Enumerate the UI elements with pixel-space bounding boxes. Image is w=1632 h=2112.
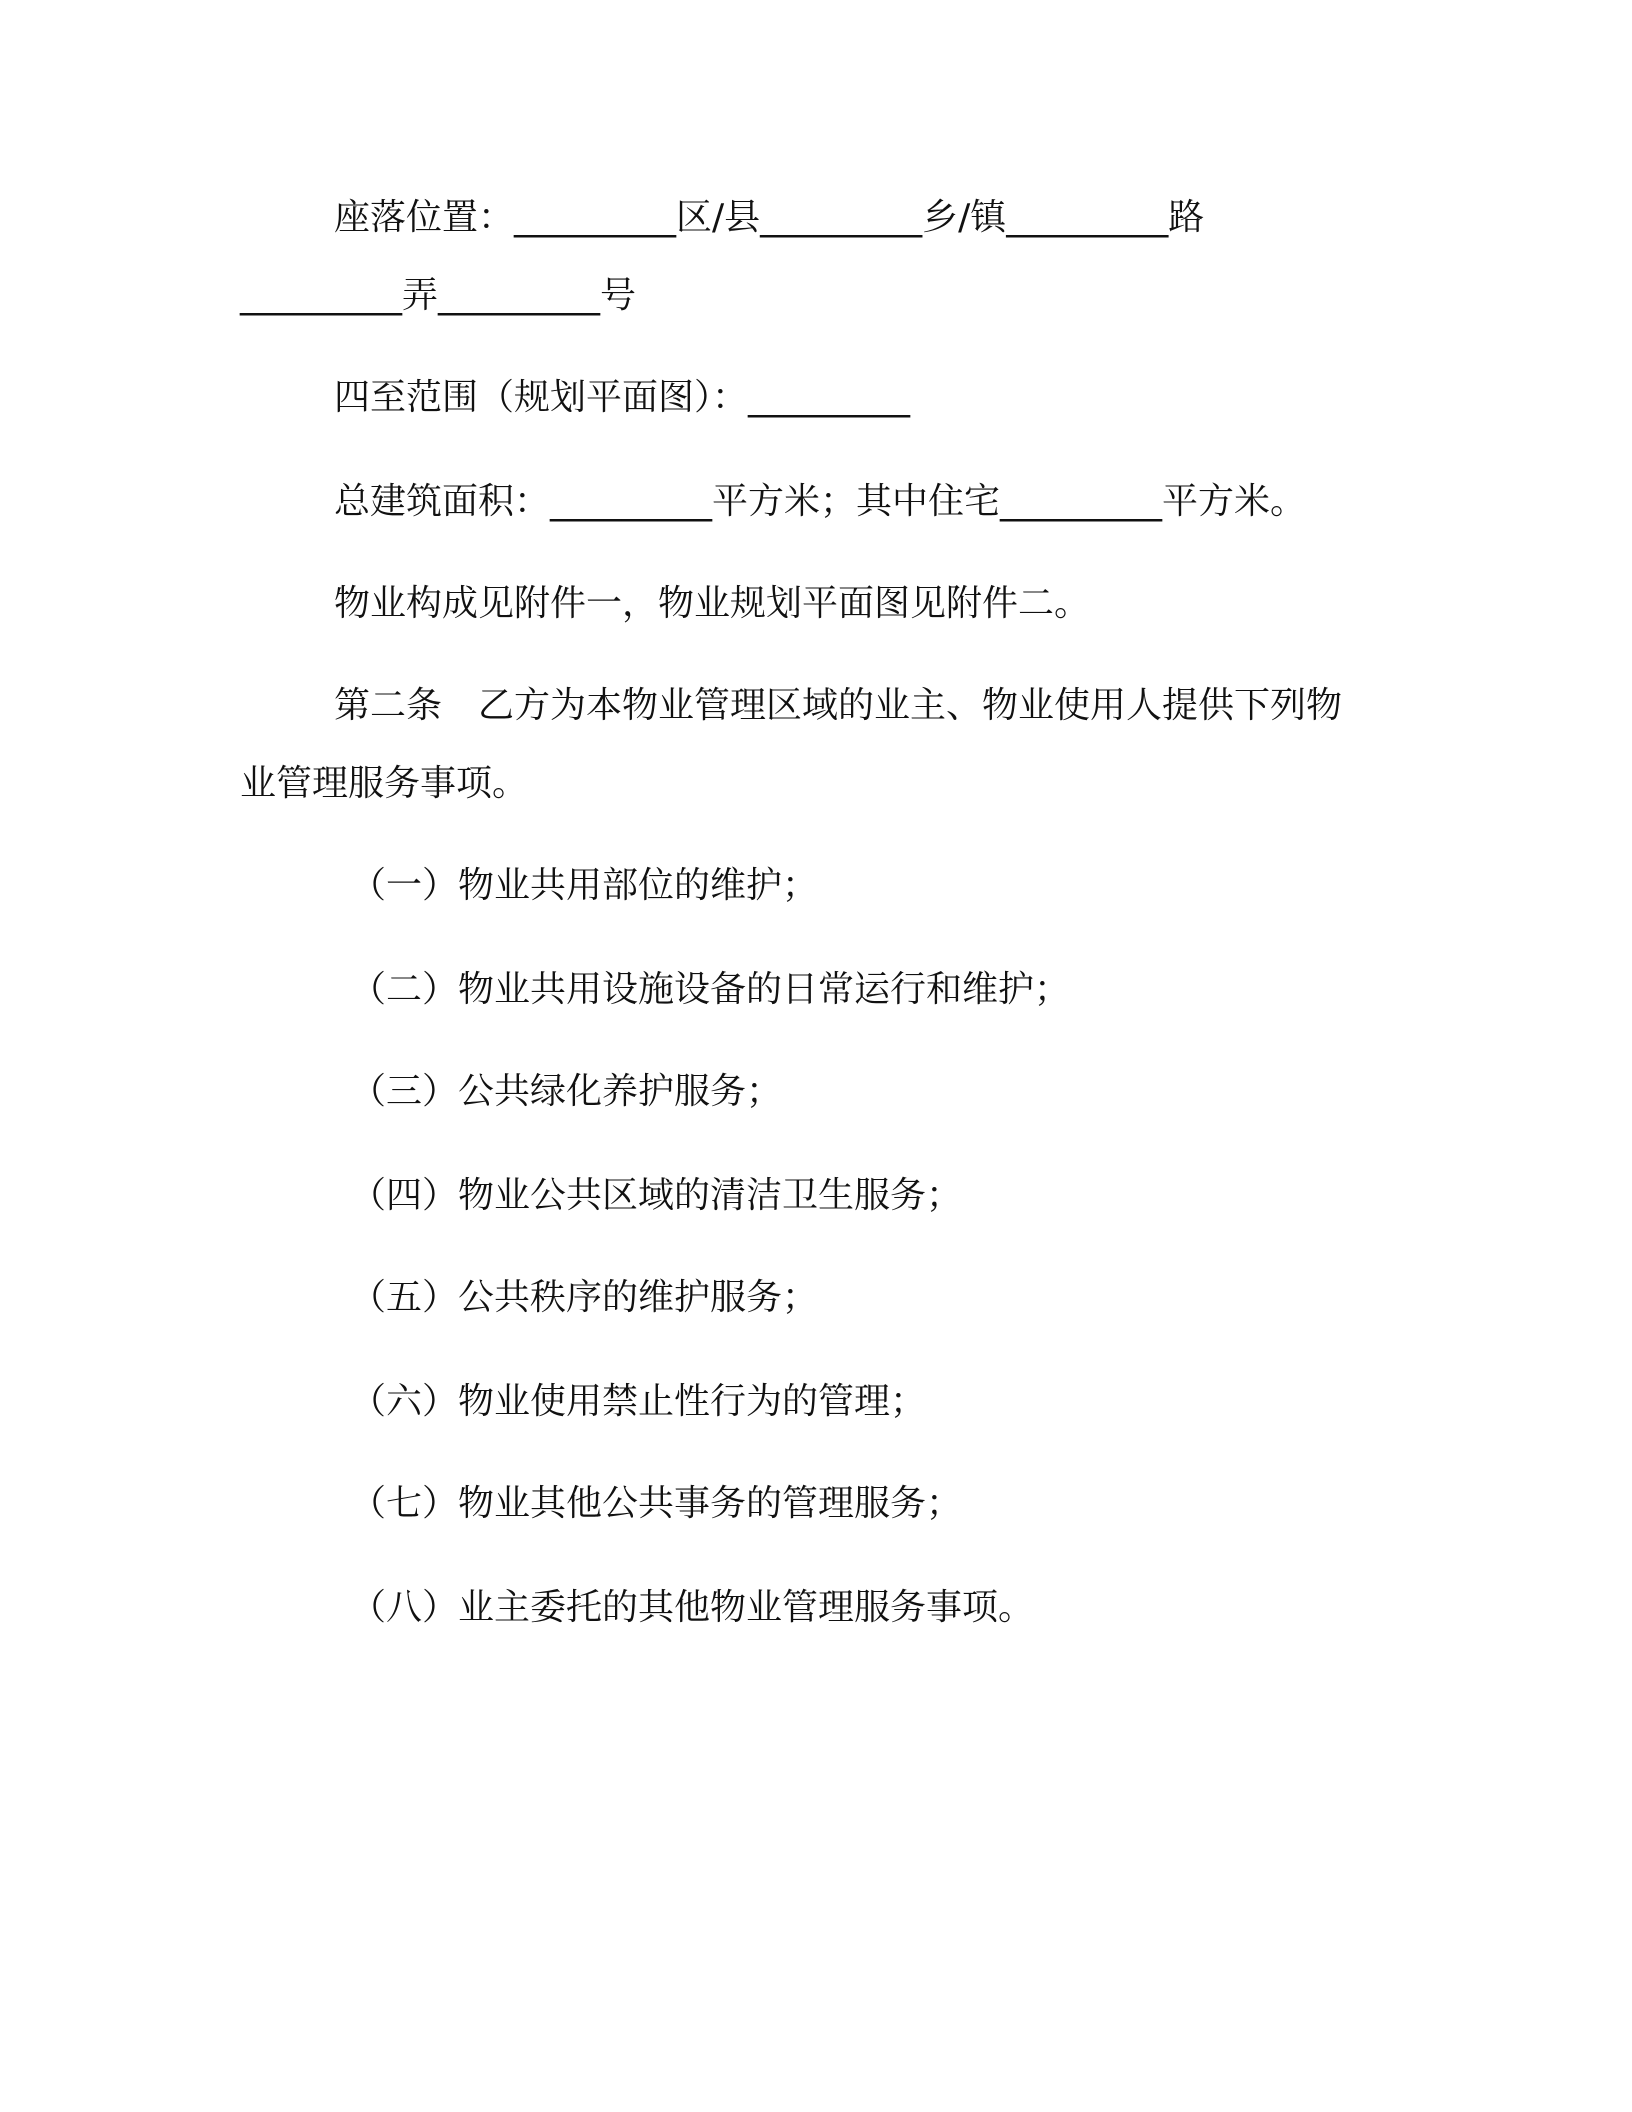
attachments-line: 物业构成见附件一，物业规划平面图见附件二。: [334, 583, 1091, 624]
location-line-1: 座落位置：_________区/县_________乡/镇_________路: [334, 197, 1205, 238]
service-item-7: （七）物业其他公共事务的管理服务；: [350, 1483, 963, 1524]
service-item-2: （二）物业共用设施设备的日常运行和维护；: [350, 969, 1071, 1010]
service-item-4: （四）物业公共区域的清洁卫生服务；: [350, 1175, 963, 1216]
article-2-line-1: 第二条 乙方为本物业管理区域的业主、物业使用人提供下列物: [334, 685, 1343, 726]
service-item-6: （六）物业使用禁止性行为的管理；: [350, 1381, 927, 1422]
service-item-1: （一）物业共用部位的维护；: [350, 865, 819, 906]
service-item-8: （八）业主委托的其他物业管理服务事项。: [350, 1587, 1035, 1628]
article-2-line-2: 业管理服务事项。: [240, 763, 529, 804]
service-item-3: （三）公共绿化养护服务；: [350, 1071, 783, 1112]
location-line-2: _________弄_________号: [240, 275, 636, 316]
service-item-5: （五）公共秩序的维护服务；: [350, 1277, 819, 1318]
area-line: 总建筑面积：_________平方米；其中住宅_________平方米。: [334, 481, 1307, 522]
boundary-line: 四至范围（规划平面图）：_________: [334, 377, 911, 418]
